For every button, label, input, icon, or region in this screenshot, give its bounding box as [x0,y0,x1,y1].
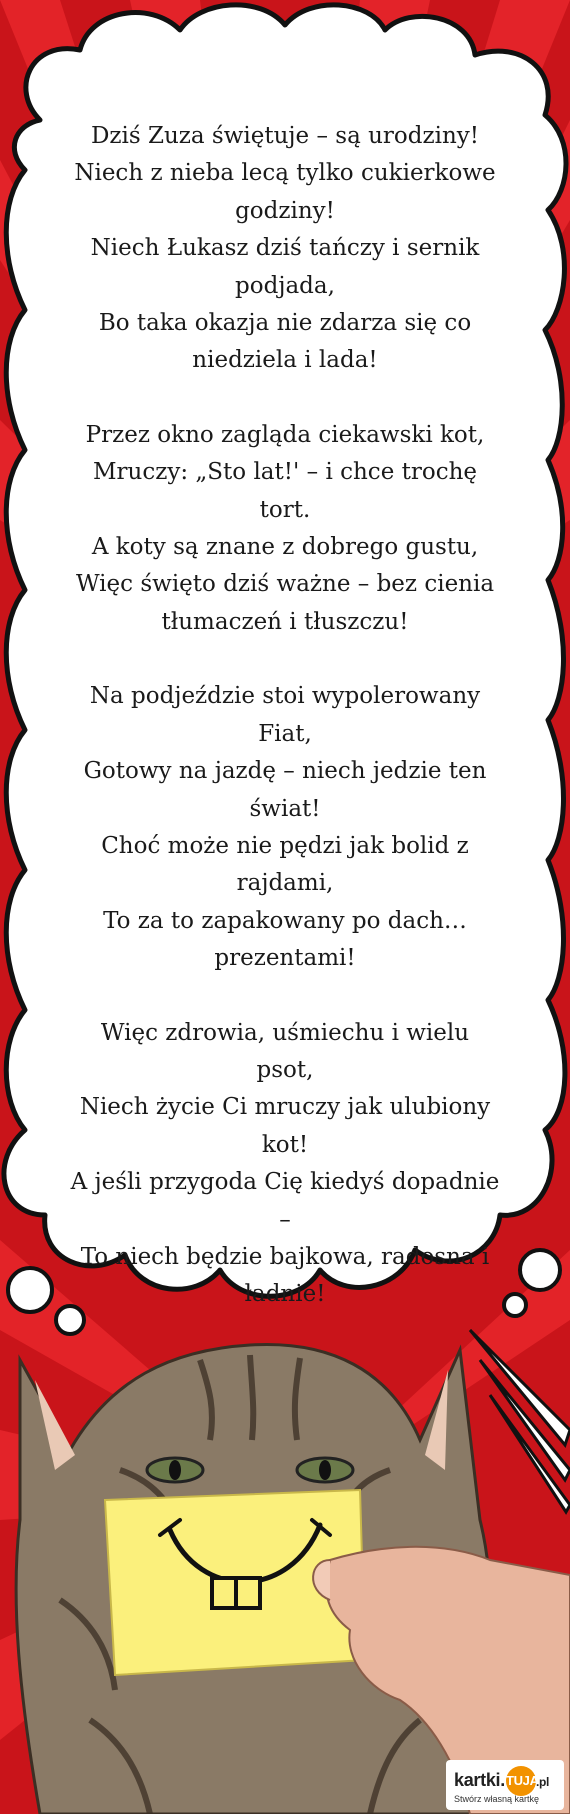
poem-stanza [70,118,500,380]
logo-brand: kartki.TUJA.pl [454,1766,549,1796]
poem-line: Dziś Zuza świętuje – są urodziny! [90,123,480,149]
poem [70,118,500,1351]
tuja-badge: TUJA [506,1766,536,1796]
poem-line: A jeśli przygoda Cię kiedyś dopadnie – [70,1169,500,1233]
poem-line: Mruczy: „Sto lat!' – i chce trochę tort. [92,459,478,523]
logo-tagline: Stwórz własną kartkę [454,1794,540,1804]
poem-line: Więc święto dziś ważne – bez cienia [75,571,495,598]
poem-line: Niech z nieba lecą tylko cukierkowe [74,160,496,187]
poem-line: świat! [249,795,321,822]
poem-line: ładnie! [244,1281,326,1308]
poem-line: To za to zapakowany po dach… [103,907,467,934]
poem-line: rajdami, [236,870,334,897]
poem-stanza [70,417,500,641]
poem-line: niedziela i lada! [192,347,378,374]
poem-line: Niech życie Ci mruczy jak ulubiony kot! [79,1094,491,1158]
poem-line: Bo taka okazja nie zdarza się co [98,310,472,337]
poem-line: A koty są znane z dobrego gustu, [91,534,479,561]
poem-line: Więc zdrowia, uśmiechu i wielu psot, [100,1019,470,1083]
poem-line: tłumaczeń i tłuszczu! [161,608,409,635]
poem-stanza [70,1015,500,1314]
poem-line: Przez okno zagląda ciekawski kot, [85,421,485,448]
poem-line: podjada, [235,272,335,299]
poem-line: prezentami! [214,945,356,972]
poem-line: godziny! [235,197,335,224]
poem-line: Gotowy na jazdę – niech jedzie ten [83,758,487,785]
poem-line: To niech będzie bajkowa, radosna i [80,1243,490,1270]
kartki-tuja-logo[interactable] [446,1760,564,1810]
poem-line: Niech Łukasz dziś tańczy i sernik [90,235,480,262]
poem-line: Na podjeździe stoi wypolerowany Fiat, [89,683,481,747]
poem-line: Choć może nie pędzi jak bolid z [101,832,469,859]
poem-stanza [70,678,500,977]
